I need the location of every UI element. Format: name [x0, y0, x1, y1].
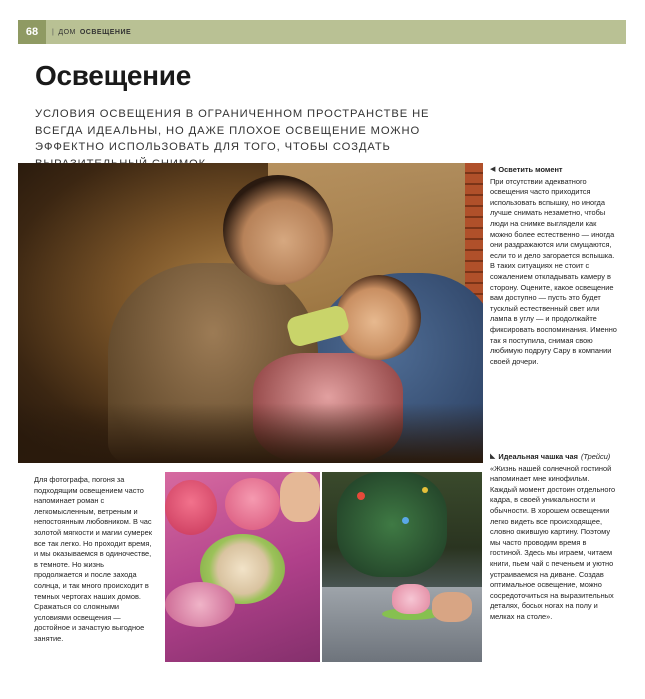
- photo-plate: [165, 582, 235, 627]
- photo-light: [402, 517, 409, 524]
- photo-mother-and-child: [18, 163, 483, 463]
- page-subtitle: УСЛОВИЯ ОСВЕЩЕНИЯ В ОГРАНИЧЕННОМ ПРОСТРАНСТВЕ НЕ ВСЕГДА ИДЕАЛЬНЫ, НО ДАЖЕ ПЛОХОЕ ОСВЕЩЕНИЕ МОЖНО ЭФФЕКТНО ИСПОЛЬЗОВАТЬ ДЛЯ ТОГО, ЧТОБЫ СОЗДАТЬ: [35, 108, 430, 153]
- caption-heading: Осветить момент: [498, 165, 563, 174]
- triangle-left-icon: ◀: [490, 166, 496, 173]
- caption-text: «Жизнь нашей солнечной гостиной напоминает мне кинофильм. Каждый момент достоин отдельного кадра, в своей уникальности и обычности. В хорошем освещении легко видеть все происходящее, словно ожившую картину. Поэтому мы часто проводим время в гостиной. Здесь мы играем, читаем книги, пьем чай с печеньем и уютно устраиваемся на диване. Создав оптимальное освещение, можно сосредоточиться на выразительных деталях, босых ногах на полу и мелках на столе».: [490, 463, 616, 621]
- page-title: Освещение: [35, 60, 191, 91]
- photo-teacup: [392, 584, 430, 614]
- photo-cup: [225, 478, 280, 530]
- caption-perfect-cup: [490, 452, 618, 623]
- photo-hand: [432, 592, 472, 622]
- breadcrumb-separator: |: [52, 28, 55, 36]
- breadcrumb: [52, 29, 131, 36]
- header-bar: [18, 20, 626, 44]
- breadcrumb-current: ОСВЕЩЕНИЕ: [79, 28, 132, 36]
- photo-light: [422, 487, 428, 493]
- photo-woman-head: [223, 175, 333, 285]
- triangle-down-right-icon: ◣: [490, 453, 496, 460]
- breadcrumb-section: ДОМ: [58, 28, 76, 36]
- caption-heading: Идеальная чашка чая: [498, 452, 578, 461]
- caption-lighting-moment: [490, 165, 618, 367]
- photo-light: [357, 492, 365, 500]
- photo-cup: [165, 480, 217, 535]
- photo-hand: [280, 472, 320, 522]
- caption-credit: (Трейси): [580, 452, 611, 461]
- photo-toy-tea-set: [165, 472, 320, 662]
- photo-child-head: [336, 275, 421, 360]
- photo-christmas-tree: [337, 472, 447, 577]
- body-text: [34, 474, 154, 645]
- body-paragraph: Для фотографа, погоня за подходящим освещением часто напоминает роман с легкомысленным, ветреным и непостоянным любовником. В час золотой мягкости и магии сумерек все так легко. Но проходит время, и мы оказываемся в одиночестве, в темноте. Но жизнь продолжается и после захода солнца, и так много происходит в темных чертогах наших домов. Сражаться со сложными условиями освещения — достойное и зачастую выгодное занятие.: [34, 475, 152, 643]
- photo-shadow: [18, 403, 483, 463]
- caption-text: При отсутствии адекватного освещения часто приходится использовать вспышку, но иногда лучше снимать незаметно, чтобы люди на снимке выглядели как можно более естественно — иногда они раздражаются или смущаются, если то и дело загорается вспышка. В таких ситуациях не стоит с сожалением откладывать камеру в сторону. Оцените, какое освещение вам доступно — пусть это будет тусклый естественный свет или лампа в углу — и продолжайте фиксировать воспоминания. Именно так я поступила, снимая свою любимую подругу Сару в компании своей дочери.: [490, 176, 617, 366]
- page-number: 68: [18, 20, 46, 44]
- photo-living-room: [322, 472, 482, 662]
